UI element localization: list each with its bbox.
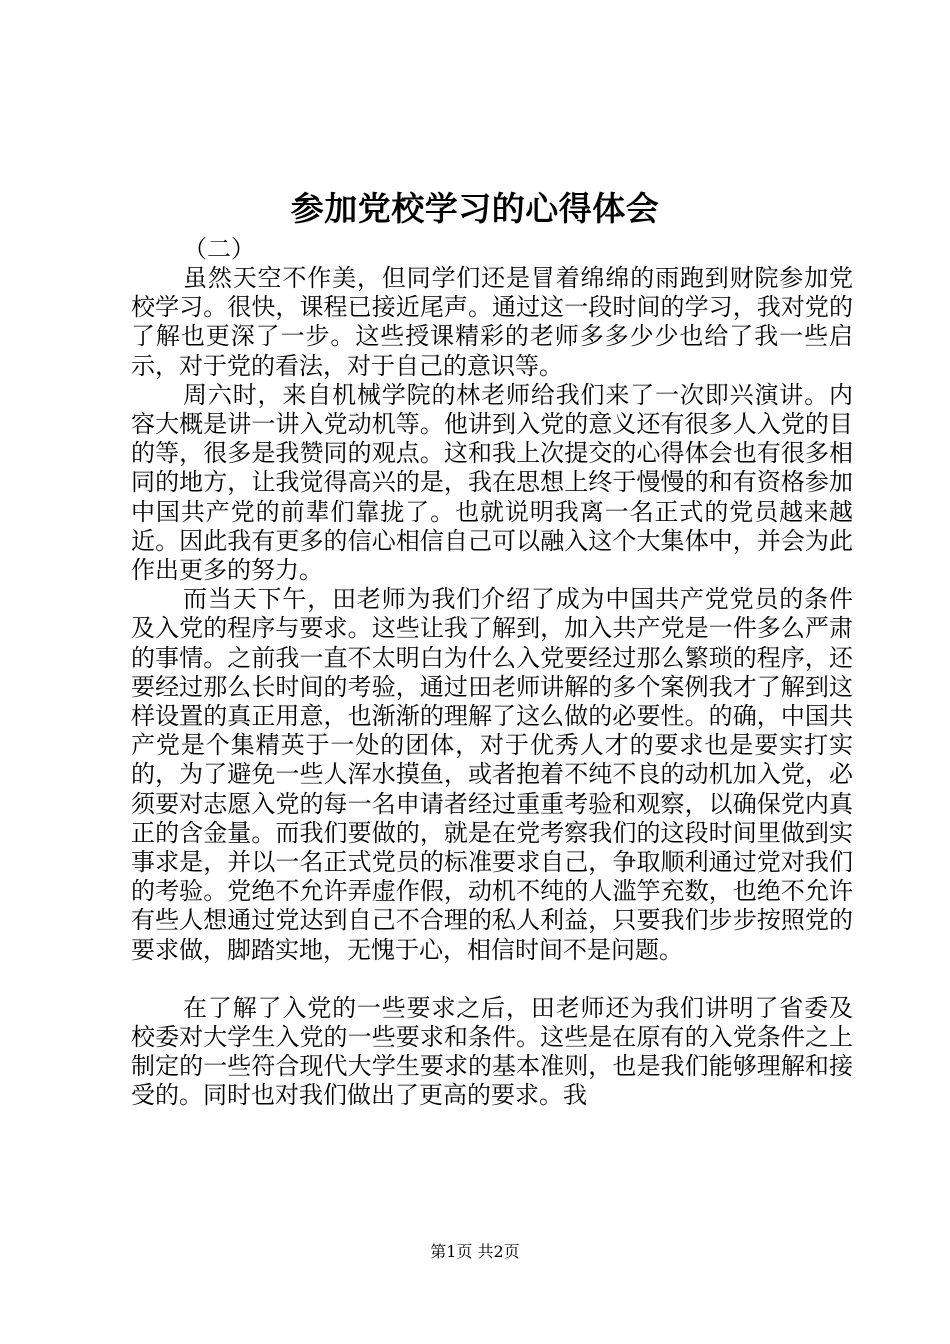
paragraph: 虽然天空不作美，但同学们还是冒着绵绵的雨跑到财院参加党校学习。很快，课程已接近尾声。通过这一段时间的学习，我对党的了解也更深了一步。这些授课精彩的老师多多少少也给了我一些启示，对于党的看法，对于自己的意识等。 (131, 264, 853, 380)
document-body (131, 264, 853, 1111)
page-footer: 第1页 共2页 (430, 1242, 520, 1261)
paragraph: 周六时，来自机械学院的林老师给我们来了一次即兴演讲。内容大概是讲一讲入党动机等。他讲到入党的意义还有很多人入党的目的等，很多是我赞同的观点。这和我上次提交的心得体会也有很多相同的地方，让我觉得高兴的是，我在思想上终于慢慢的和有资格参加中国共产党的前辈们靠拢了。也就说明我离一名正式的党员越来越近。因此我有更多的信心相信自己可以融入这个大集体中，并会为此作出更多的努力。 (131, 380, 853, 585)
paragraph: 而当天下午，田老师为我们介绍了成为中国共产党党员的条件及入党的程序与要求。这些让我了解到，加入共产党是一件多么严肃的事情。之前我一直不太明白为什么入党要经过那么繁琐的程序，还要经过那么长时间的考验，通过田老师讲解的多个案例我才了解到这样设置的真正用意，也渐渐的理解了这么做的必要性。的确，中国共产党是个集精英于一处的团体，对于优秀人才的要求也是要实打实的，为了避免一些人浑水摸鱼，或者抱着不纯不良的动机加入党，必须要对志愿入党的每一名申请者经过重重考验和观察，以确保党内真正的含金量。而我们要做的，就是在党考察我们的这段时间里做到实事求是，并以一名正式党员的标准要求自己，争取顺利通过党对我们的考验。党绝不允许弄虚作假，动机不纯的人滥竽充数，也绝不允许有些人想通过党达到自己不合理的私人利益，只要我们步步按照党的要求做，脚踏实地，无愧于心，相信时间不是问题。 (131, 585, 853, 964)
section-subheading: （二） (183, 235, 255, 263)
paragraph: 在了解了入党的一些要求之后，田老师还为我们讲明了省委及校委对大学生入党的一些要求和条件。这些是在原有的入党条件之上制定的一些符合现代大学生要求的基本准则，也是我们能够理解和接受的。同时也对我们做出了更高的要求。我 (131, 993, 853, 1110)
document-title: 参加党校学习的心得体会 (290, 189, 660, 228)
